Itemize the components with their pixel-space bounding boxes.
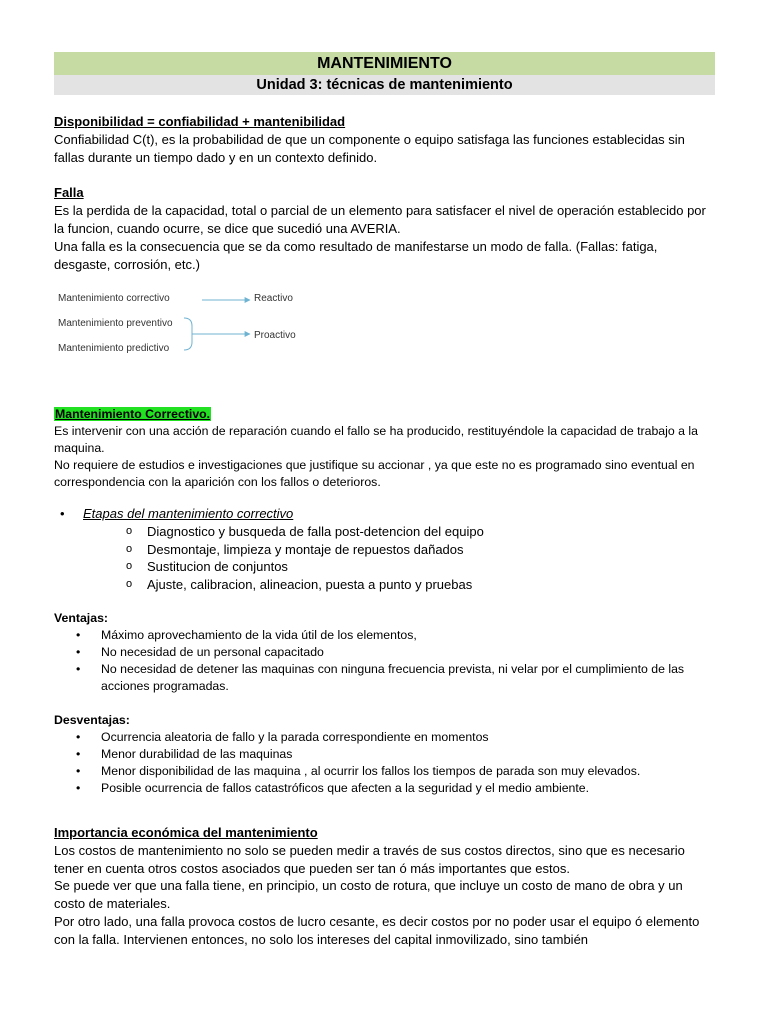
bullet-icon: • — [76, 661, 81, 676]
desventajas-list — [54, 729, 715, 797]
desventaja-text: Ocurrencia aleatoria de fallo y la parada correspondiente en momentos — [101, 729, 489, 744]
desventaja-text: Menor durabilidad de las maquinas — [101, 746, 293, 761]
maintenance-types-diagram — [54, 290, 715, 368]
etapa-text: Ajuste, calibracion, alineacion, puesta a punto y pruebas — [147, 577, 473, 593]
list-item — [54, 746, 715, 763]
correctivo-heading: Mantenimiento Correctivo. — [55, 407, 211, 421]
list-item — [54, 576, 715, 594]
correctivo-heading-row — [54, 406, 715, 423]
page-title: MANTENIMIENTO — [54, 52, 715, 75]
etapas-list — [54, 523, 715, 594]
desventajas-heading: Desventajas: — [54, 712, 130, 727]
ventajas-section — [54, 610, 715, 695]
list-item — [54, 763, 715, 780]
importancia-text-2: Se puede ver que una falla tiene, en principio, un costo de rotura, que incluye un costo de mano de obra y un costo de materiales. — [54, 878, 683, 912]
importancia-heading: Importancia económica del mantenimiento — [54, 824, 318, 840]
page-subtitle: Unidad 3: técnicas de mantenimiento — [54, 75, 715, 95]
circle-bullet-icon: o — [126, 524, 133, 537]
correctivo-text-2: No requiere de estudios e investigaciones que justifique su accionar , ya que este no es programado sino eventual en correspondencia con la aparición con los fallos o deterioros. — [54, 458, 695, 489]
ventajas-heading: Ventajas: — [54, 610, 108, 625]
etapas-title-row — [54, 505, 715, 523]
etapa-text: Diagnostico y busqueda de falla post-detencion del equipo — [147, 523, 484, 539]
list-item — [54, 729, 715, 746]
importancia-section — [54, 824, 715, 949]
desventaja-text: Menor disponibilidad de las maquina , al ocurrir los fallos los tiempos de parada son muy elevados. — [101, 763, 641, 778]
ventaja-text: No necesidad de un personal capacitado — [101, 644, 324, 659]
ventajas-list — [54, 627, 715, 695]
falla-section — [54, 184, 715, 274]
ventaja-text: No necesidad de detener las maquinas con ninguna frecuencia prevista, ni velar por el cumplimiento de las acciones programadas. — [101, 661, 685, 693]
list-item — [54, 558, 715, 576]
diagram-reactivo-label: Reactivo — [254, 293, 293, 304]
circle-bullet-icon: o — [126, 542, 133, 555]
list-item — [54, 661, 715, 695]
importancia-text-3: Por otro lado, una falla provoca costos de lucro cesante, es decir costos por no poder usar el equipo ó elemento con la falla. Intervienen entonces, no solo los intereses del capital inmovilizado, sino también — [54, 913, 700, 947]
disponibilidad-section — [54, 113, 715, 167]
bullet-icon: • — [76, 746, 81, 761]
falla-text-2: Una falla es la consecuencia que se da como resultado de manifestarse un modo de falla. (Fallas: fatiga, desgaste, corrosión, etc.) — [54, 239, 658, 272]
ventaja-text: Máximo aprovechamiento de la vida útil de los elementos, — [101, 627, 417, 642]
disponibilidad-text: Confiabilidad C(t), es la probabilidad de que un componente o equipo satisfaga las funciones establecidas sin fallas durante un tiempo dado y en un contexto definido. — [54, 132, 685, 165]
bullet-icon: • — [76, 763, 81, 778]
list-item — [54, 644, 715, 661]
bullet-icon: • — [76, 780, 81, 795]
importancia-text-1: Los costos de mantenimiento no solo se pueden medir a través de sus costos directos, sino que es necesario tener en cuenta otros costos asociados que pueden ser tan ó más importantes que estos. — [54, 842, 685, 876]
diagram-correctivo-label: Mantenimiento correctivo — [58, 293, 170, 304]
desventaja-text: Posible ocurrencia de fallos catastróficos que afecten a la seguridad y el medio ambiente. — [101, 780, 590, 795]
falla-text-1: Es la perdida de la capacidad, total o parcial de un elemento para satisfacer el nivel de operación establecido por la funcion, cuando ocurre, se dice que sucedió una AVERIA. — [54, 203, 706, 236]
etapas-title: Etapas del mantenimiento correctivo — [83, 506, 294, 521]
bullet-icon: • — [76, 729, 81, 744]
disponibilidad-heading: Disponibilidad = confiabilidad + mantenibilidad — [54, 114, 346, 129]
desventajas-section — [54, 712, 715, 797]
diagram-preventivo-label: Mantenimiento preventivo — [58, 318, 173, 329]
etapa-text: Sustitucion de conjuntos — [147, 559, 288, 575]
diagram-proactivo-label: Proactivo — [254, 330, 296, 341]
correctivo-section — [54, 406, 715, 491]
list-item — [54, 541, 715, 559]
list-item — [54, 523, 715, 541]
bullet-icon: • — [60, 506, 65, 521]
document-page — [54, 52, 715, 949]
list-item — [54, 627, 715, 644]
bullet-icon: • — [76, 627, 81, 642]
brace-proactivo — [184, 318, 192, 350]
correctivo-text-1: Es intervenir con una acción de reparación cuando el fallo se ha producido, restituyéndole la capacidad de trabajo a la maquina. — [54, 424, 698, 455]
bullet-icon: • — [76, 644, 81, 659]
etapas-section — [54, 505, 715, 594]
diagram-predictivo-label: Mantenimiento predictivo — [58, 343, 170, 354]
circle-bullet-icon: o — [126, 578, 133, 591]
list-item — [54, 780, 715, 797]
circle-bullet-icon: o — [126, 560, 133, 573]
falla-heading: Falla — [54, 185, 84, 200]
etapa-text: Desmontaje, limpieza y montaje de repuestos dañados — [147, 541, 464, 557]
